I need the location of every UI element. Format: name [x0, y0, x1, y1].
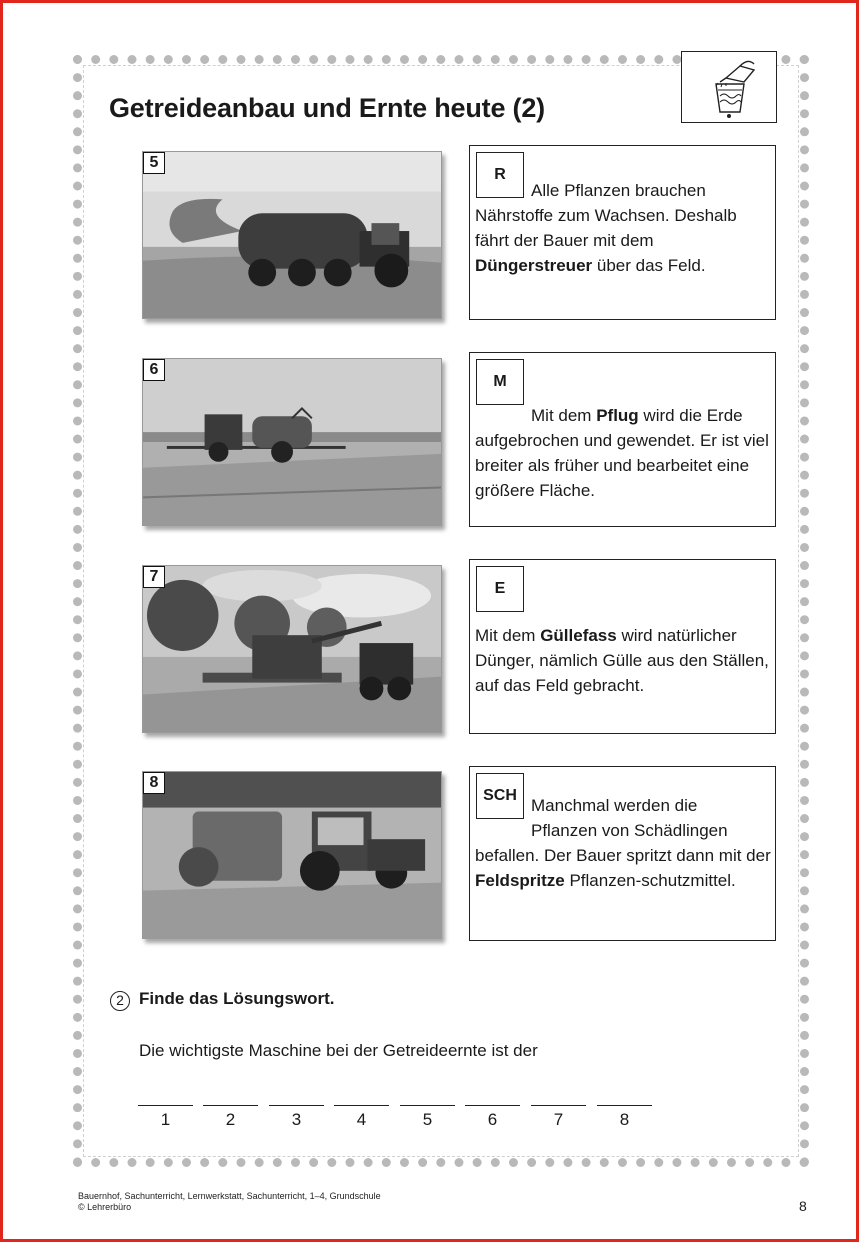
card-text-part: Mit dem: [475, 626, 541, 645]
card-text-part: über das Feld.: [592, 256, 706, 275]
photo-slurry-tanker: [142, 151, 442, 319]
footer-line: © Lehrerbüro: [78, 1202, 132, 1212]
photo-number: 8: [143, 772, 165, 794]
card-text: [475, 178, 771, 278]
card-text: [475, 793, 771, 893]
answer-slot[interactable]: [203, 1093, 258, 1130]
letter-box: E: [476, 566, 524, 612]
page-number: 8: [799, 1198, 807, 1214]
photo-number: 6: [143, 359, 165, 381]
slot-number: 6: [487, 1110, 498, 1129]
card-text-part: Alle Pflanzen brauchen: [531, 181, 706, 200]
letter-box: R: [476, 152, 524, 198]
photo-field-sprayer: [142, 358, 442, 526]
highlighted-term: Düngerstreuer: [475, 256, 593, 275]
answer-slot[interactable]: [138, 1093, 193, 1130]
task-title: Finde das Lösungswort.: [139, 989, 335, 1008]
field-sprayer-image: [143, 359, 441, 525]
photo-combine-harvester: [142, 565, 442, 733]
info-card-m: [469, 352, 776, 527]
card-text-part: Pflanzen-schutzmittel.: [564, 871, 736, 890]
slot-number: 4: [356, 1110, 367, 1129]
highlighted-term: Feldspritze: [475, 871, 565, 890]
answer-slot[interactable]: [334, 1093, 389, 1130]
card-text-part: Mit dem: [531, 406, 597, 425]
slot-number: 3: [291, 1110, 302, 1129]
slurry-tanker-image: [143, 152, 441, 318]
page-title: Getreideanbau und Ernte heute (2): [109, 93, 545, 123]
photo-baler: [142, 771, 442, 939]
task-number: 2: [110, 991, 130, 1011]
photo-number: 7: [143, 566, 165, 588]
info-card-r: [469, 145, 776, 320]
card-text-part: Nährstoffe zum Wachsen. Deshalb fährt der Bauer mit dem: [475, 206, 737, 250]
slot-number: 8: [619, 1110, 630, 1129]
baler-image: [143, 772, 441, 938]
letter-box: M: [476, 359, 524, 405]
answer-slot[interactable]: [465, 1093, 520, 1130]
highlighted-term: Güllefass: [540, 626, 617, 645]
card-text-part: befallen. Der Bauer spritzt dann mit der: [475, 846, 771, 865]
card-text: [475, 403, 771, 503]
footer-line: Bauernhof, Sachunterricht, Lernwerkstatt, Sachunterricht, 1–4, Grundschule: [78, 1191, 381, 1201]
slot-number: 1: [160, 1110, 171, 1129]
card-text-part: Manchmal werden die: [531, 796, 698, 815]
photo-number: 5: [143, 152, 165, 174]
watering-can-icon: [681, 51, 777, 123]
combine-harvester-image: [143, 566, 441, 732]
answer-slot[interactable]: [597, 1093, 652, 1130]
footer-credits: [78, 1191, 381, 1213]
info-card-sch: [469, 766, 776, 941]
task-sentence: Die wichtigste Maschine bei der Getreideernte ist der: [139, 1041, 538, 1060]
card-text: [475, 623, 771, 698]
answer-slot[interactable]: [269, 1093, 324, 1130]
info-card-e: [469, 559, 776, 734]
slot-number: 2: [225, 1110, 236, 1129]
answer-slot[interactable]: [400, 1093, 455, 1130]
slot-number: 5: [422, 1110, 433, 1129]
card-text-part: wird natürlicher Dünger, nämlich Gülle aus den Ställen, auf das Feld gebracht.: [475, 626, 769, 695]
answer-slot[interactable]: [531, 1093, 586, 1130]
card-text-part: Pflanzen von Schädlingen: [531, 821, 728, 840]
card-text-part: wird die Erde aufgebrochen und gewendet. Er ist viel breiter als früher und bearbeitet eine größere Fläche.: [475, 406, 769, 500]
slot-number: 7: [553, 1110, 564, 1129]
letter-box: SCH: [476, 773, 524, 819]
highlighted-term: Pflug: [596, 406, 639, 425]
